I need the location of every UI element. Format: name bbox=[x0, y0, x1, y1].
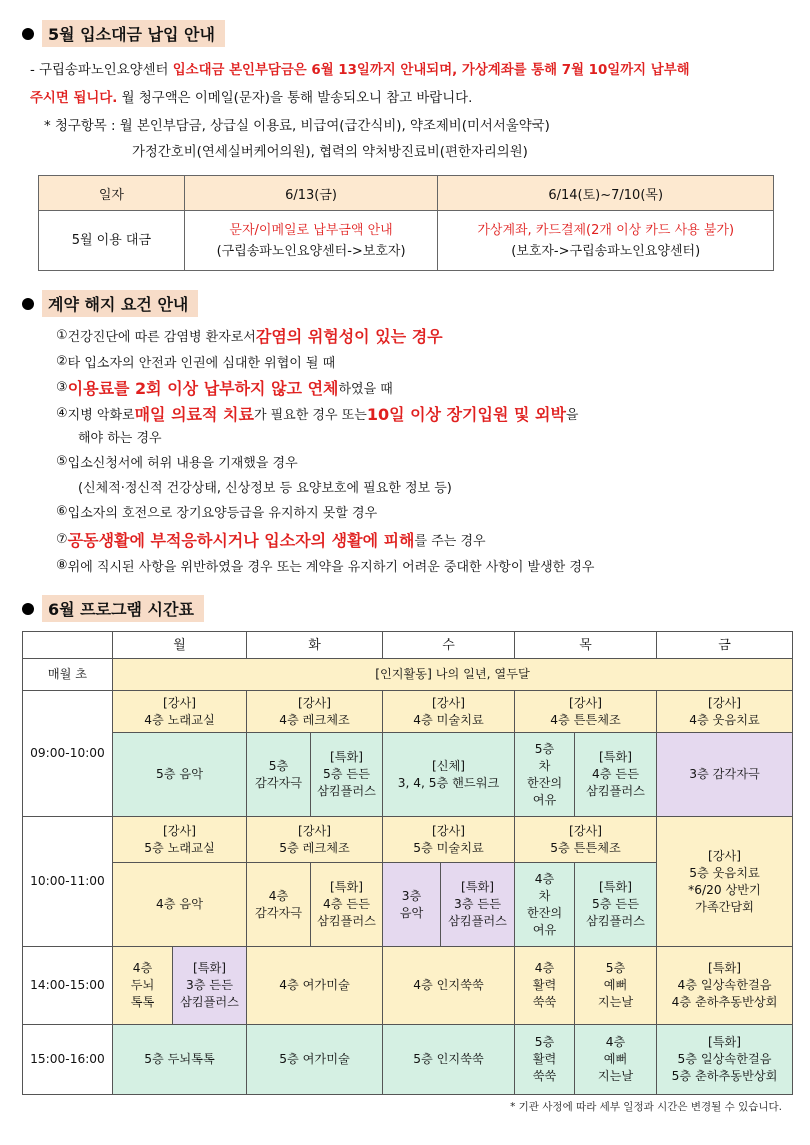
day-header-wed: 수 bbox=[383, 632, 515, 659]
program-cell: [특화] 4층 든든 삼킴플러스 bbox=[311, 863, 383, 947]
program-cell: [강사] 5층 웃음치료 *6/20 상반기 가족간담회 bbox=[657, 817, 793, 947]
col-header-date: 일자 bbox=[39, 176, 185, 211]
day-header-thu: 목 bbox=[515, 632, 657, 659]
program-cell: 4층 여가미술 bbox=[247, 947, 383, 1025]
list-item: ③ 이용료를 2회 이상 납부하지 않고 연체 하였을 때 bbox=[56, 378, 393, 398]
program-cell: 5층 여가미술 bbox=[247, 1025, 383, 1095]
table-row bbox=[23, 632, 793, 659]
program-cell: 5층 음악 bbox=[113, 733, 247, 817]
list-item: ① 건강진단에 따른 감염병 환자로서 감염의 위험성이 있는 경우 bbox=[56, 326, 443, 346]
program-cell: 3층 음악 bbox=[383, 863, 441, 947]
program-cell: 3층 감각자극 bbox=[657, 733, 793, 817]
program-cell: [특화] 3층 든든 삼킴플러스 bbox=[173, 947, 247, 1025]
list-item: ⑧ 위에 직시된 사항을 위반하였을 경우 또는 계약을 유지하기 어려운 중대한 사항이 발생한 경우 bbox=[56, 557, 595, 575]
row-label: 5월 이용 대금 bbox=[39, 211, 185, 271]
program-cell: [강사] 4층 튼튼체조 bbox=[515, 691, 657, 733]
program-cell: 4층 음악 bbox=[113, 863, 247, 947]
table-row bbox=[23, 817, 793, 863]
list-item-cont: (신체적·정신적 건강상태, 신상정보 등 요양보호에 필요한 정보 등) bbox=[78, 480, 452, 496]
program-cell: 5층 인지쑥쑥 bbox=[383, 1025, 515, 1095]
time-label: 15:00-16:00 bbox=[23, 1025, 113, 1095]
program-cell: [특화] 4층 일상속한걸음 4층 춘하추동반상회 bbox=[657, 947, 793, 1025]
program-cell: 4층 예뻐 지는날 bbox=[575, 1025, 657, 1095]
program-cell: 5층 예뻐 지는날 bbox=[575, 947, 657, 1025]
schedule-note: * 기관 사정에 따라 세부 일정과 시간은 변경될 수 있습니다. bbox=[510, 1101, 782, 1113]
section-heading-termination bbox=[22, 290, 198, 317]
day-header-mon: 월 bbox=[113, 632, 247, 659]
program-cell: 4층 인지쑥쑥 bbox=[383, 947, 515, 1025]
section-heading-schedule bbox=[22, 595, 204, 622]
table-row bbox=[23, 659, 793, 691]
program-cell: 5층 차 한잔의 여유 bbox=[515, 733, 575, 817]
program-cell: [특화] 3층 든든 삼킴플러스 bbox=[441, 863, 515, 947]
bullet-icon bbox=[22, 603, 34, 615]
section-title: 계약 해지 요건 안내 bbox=[42, 290, 198, 317]
bullet-icon bbox=[22, 28, 34, 40]
fee-table bbox=[38, 175, 774, 271]
program-cell: [강사] 5층 레크체조 bbox=[247, 817, 383, 863]
program-cell: [강사] 4층 레크체조 bbox=[247, 691, 383, 733]
table-row bbox=[39, 211, 774, 271]
time-label: 매월 초 bbox=[23, 659, 113, 691]
list-item: ⑤ 입소신청서에 허위 내용을 기재했을 경우 bbox=[56, 453, 298, 471]
list-item: ⑦ 공동생활에 부적응하시거나 입소자의 생활에 피해 를 주는 경우 bbox=[56, 530, 486, 550]
program-cell: [특화] 5층 든든 삼킴플러스 bbox=[311, 733, 383, 817]
list-item-cont: 해야 하는 경우 bbox=[78, 430, 162, 446]
time-label: 09:00-10:00 bbox=[23, 691, 113, 817]
table-row bbox=[23, 691, 793, 733]
program-cell: 4층 차 한잔의 여유 bbox=[515, 863, 575, 947]
program-cell: [특화] 5층 든든 삼킴플러스 bbox=[575, 863, 657, 947]
table-row bbox=[23, 733, 793, 817]
program-cell: [강사] 4층 미술치료 bbox=[383, 691, 515, 733]
section-title: 6월 프로그램 시간표 bbox=[42, 595, 204, 622]
program-cell: [강사] 5층 미술치료 bbox=[383, 817, 515, 863]
fee-highlight: 입소대금 본인부담금은 6월 13일까지 안내되며, 가상계좌를 통해 7월 10일까지 납부해 bbox=[172, 63, 690, 78]
program-cell: 4층 활력 쑥쑥 bbox=[515, 947, 575, 1025]
section-heading-fee bbox=[22, 20, 225, 47]
table-row bbox=[23, 947, 793, 1025]
program-cell: 4층 두뇌 톡톡 bbox=[113, 947, 173, 1025]
payment-cell: 가상계좌, 카드결제(2개 이상 카드 사용 불가) (보호자->구립송파노인요양센터) bbox=[438, 211, 774, 271]
day-header-tue: 화 bbox=[247, 632, 383, 659]
corner-cell bbox=[23, 632, 113, 659]
col-header-period: 6/14(토)~7/10(목) bbox=[438, 176, 774, 211]
fee-paragraph: - 구립송파노인요양센터 입소대금 본인부담금은 6월 13일까지 안내되며, 가상계좌를 통해 7월 10일까지 납부해 bbox=[30, 63, 690, 78]
notice-cell: 문자/이메일로 납부금액 안내 (구립송파노인요양센터->보호자) bbox=[184, 211, 438, 271]
time-label: 10:00-11:00 bbox=[23, 817, 113, 947]
day-header-fri: 금 bbox=[657, 632, 793, 659]
table-row bbox=[23, 1025, 793, 1095]
program-cell: 5층 두뇌톡톡 bbox=[113, 1025, 247, 1095]
list-item: ⑥ 입소자의 호전으로 장기요양등급을 유지하지 못할 경우 bbox=[56, 503, 378, 521]
col-header-0613: 6/13(금) bbox=[184, 176, 438, 211]
program-cell: 5층 감각자극 bbox=[247, 733, 311, 817]
fee-paragraph-2: 주시면 됩니다. 월 청구액은 이메일(문자)을 통해 발송되오니 참고 바랍니다. bbox=[30, 91, 473, 106]
program-cell: [특화] 5층 일상속한걸음 5층 춘하추동반상회 bbox=[657, 1025, 793, 1095]
section-title: 5월 입소대금 납입 안내 bbox=[42, 20, 225, 47]
list-item: ② 타 입소자의 안전과 인권에 심대한 위협이 될 때 bbox=[56, 353, 336, 371]
program-cell: [강사] 5층 노래교실 bbox=[113, 817, 247, 863]
program-cell: [신체] 3, 4, 5층 핸드워크 bbox=[383, 733, 515, 817]
condition-list bbox=[56, 322, 776, 578]
program-cell: [강사] 4층 노래교실 bbox=[113, 691, 247, 733]
program-cell: [강사] 5층 튼튼체조 bbox=[515, 817, 657, 863]
list-item: ④ 지병 악화로 매일 의료적 치료 가 필요한 경우 또는 10일 이상 장기입원 및 외박 을 bbox=[56, 404, 579, 424]
monthly-activity: [인지활동] 나의 일년, 열두달 bbox=[113, 659, 793, 691]
program-schedule-table bbox=[22, 631, 793, 1095]
program-cell: [강사] 4층 웃음치료 bbox=[657, 691, 793, 733]
bullet-icon bbox=[22, 298, 34, 310]
billing-items: * 청구항목 : 월 본인부담금, 상급실 이용료, 비급여(급간식비), 약조제비(미서서울약국) bbox=[44, 119, 550, 134]
program-cell: [특화] 4층 든든 삼킴플러스 bbox=[575, 733, 657, 817]
billing-items-cont: 가정간호비(연세실버케어의원), 협력의 약처방진료비(편한자리의원) bbox=[132, 145, 528, 160]
program-cell: 5층 활력 쑥쑥 bbox=[515, 1025, 575, 1095]
program-cell: 4층 감각자극 bbox=[247, 863, 311, 947]
time-label: 14:00-15:00 bbox=[23, 947, 113, 1025]
